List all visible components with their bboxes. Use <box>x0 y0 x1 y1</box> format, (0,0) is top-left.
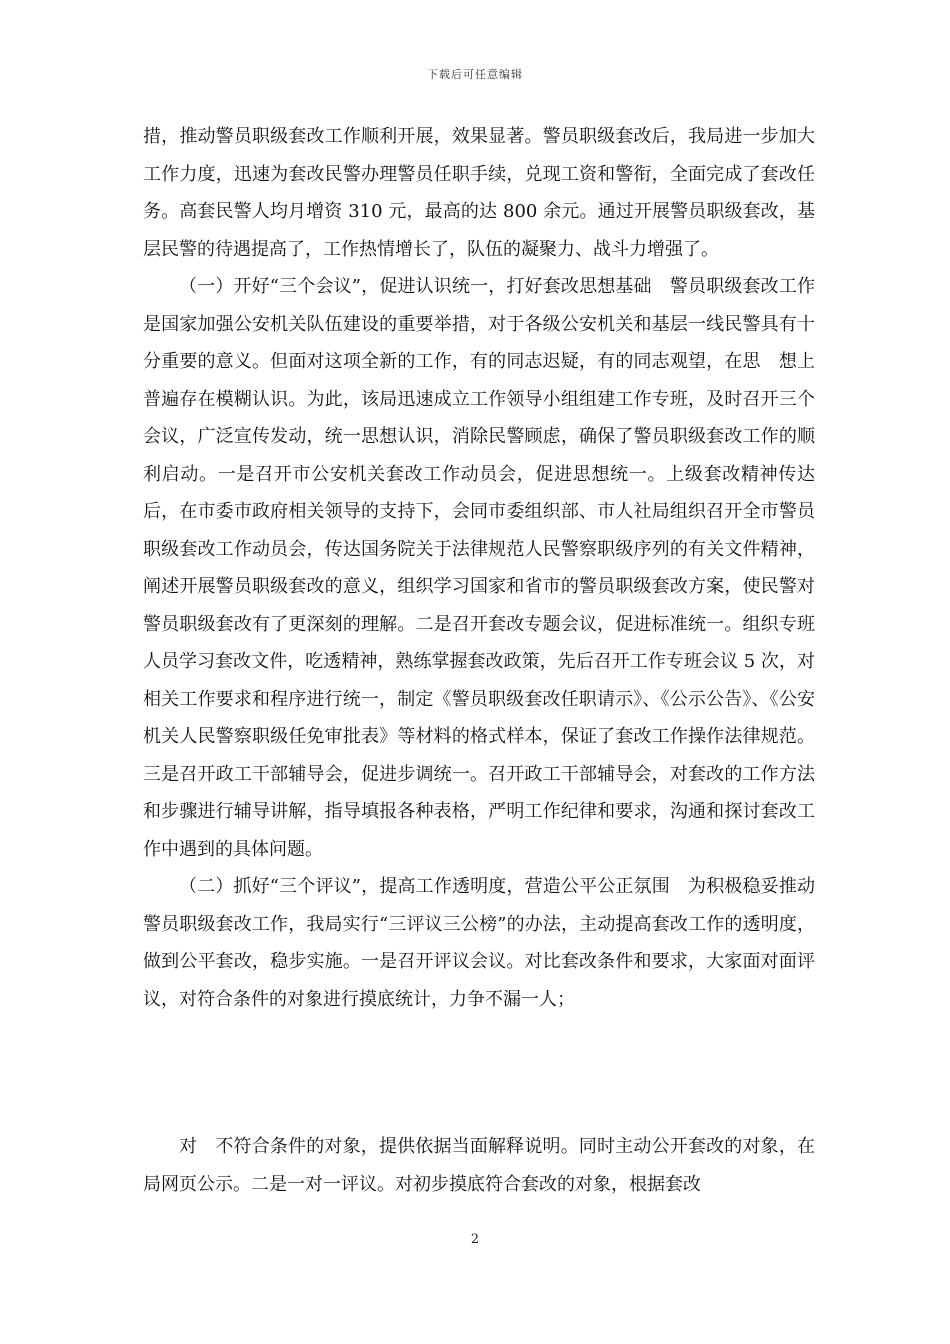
document-body <box>143 118 815 1018</box>
paragraph-tail: 对 不符合条件的对象，提供依据当面解释说明。同时主动公开套改的对象，在局网页公示。二是一对一评议。对初步摸底符合套改的对象，根据套改 <box>143 1136 815 1195</box>
paragraph-section-one: （一）开好“三个会议”，促进认识统一，打好套改思想基础 警员职级套改工作是国家加强公安机关队伍建设的重要举措，对于各级公安机关和基层一线民警具有十分重要的意义。但面对这项全新的工作，有的同志迟疑，有的同志观望，在思 想上普遍存在模糊认识。为此，该局迅速成立工作领导小组组建工作专班，及时召开三个会议，广泛宣传发动，统一思想认识，消除民警顾虑，确保了警员职级套改工作的顺利启动。一是召开市公安机关套改工作动员会，促进思想统一。上级套改精神传达后，在市委市政府相关领导的支持下，会同市委组织部、市人社局组织召开全市警员职级套改工作动员会，传达国务院关于法律规范人民警察职级序列的有关文件精神，阐述开展警员职级套改的意义，组织学习国家和省市的警员职级套改方案，使民警对警员职级套改有了更深刻的理解。二是召开套改专题会议，促进标准统一。组织专班人员学习套改文件，吃透精神，熟练掌握套改政策，先后召开工作专班会议 5 次，对相关工作要求和程序进行统一，制定《警员职级套改任职请示》、《公示公告》、《公安机关人民警察职级任免审批表》等材料的格式样本，保证了套改工作操作法律规范。三是召开政工干部辅导会，促进步调统一。召开政工干部辅导会，对套改的工作方法和步骤进行辅导讲解，指导填报各种表格，严明工作纪律和要求，沟通和探讨套改工作中遇到的具体问题。 <box>143 276 815 860</box>
paragraph-continuation: 措，推动警员职级套改工作顺利开展，效果显著。警员职级套改后，我局进一步加大工作力度，迅速为套改民警办理警员任职手续，兑现工资和警衔，全面完成了套改任务。高套民警人均月增资 310 元，最高的达 800 余元。通过开展警员职级套改，基层民警的待遇提高了，工作热情增长了，队伍的凝聚力、战斗力增强了。 <box>143 126 815 260</box>
paragraph-section-two: （二）抓好“三个评议”，提高工作透明度，营造公平公正氛围 为积极稳妥推动警员职级套改工作，我局实行“三评议三公榜”的办法，主动提高套改工作的透明度，做到公平套改，稳步实施。一是召开评议会议。对比套改条件和要求，大家面对面评议，对符合条件的对象进行摸底统计，力争不漏一人； <box>143 876 815 1010</box>
page-header: 下载后可任意编辑 <box>427 68 523 81</box>
page-number: 2 <box>470 1232 480 1247</box>
